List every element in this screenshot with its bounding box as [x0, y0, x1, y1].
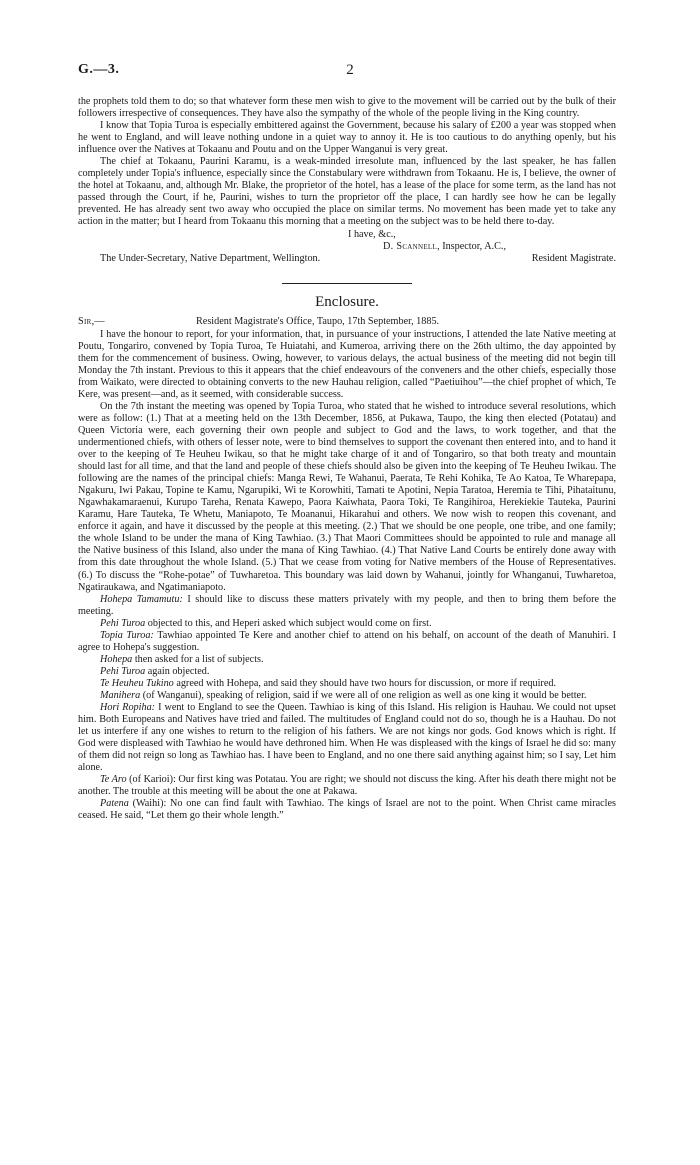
speaker-name: Pehi Turoa	[100, 665, 146, 677]
speech-text: I went to England to see the Queen. Tawhiao is king of this Island. His religion is Hauhau. We could not upset him. Both Europeans and Natives have tried and failed. The multitudes of England could not do so, though he is a Hauhau. Do not let us interfere if any one wishes to return to the religion of his fathers. We are not kings nor gods. God knows which is right. If God were displeased with Tawhiao he would have dethroned him. When He was displeased with the kings of Israel he did so: many of them did not reign so long as Tawhiao has. I have been to England, and no one there said anything against him; so I say, Let him alone.	[78, 702, 616, 774]
speaker-name: Te Aro	[100, 774, 127, 786]
dialogue-entry	[78, 594, 616, 618]
meeting-dialogue	[78, 594, 616, 823]
dialogue-entry	[78, 618, 616, 630]
signature-block	[78, 229, 616, 277]
signatory-title: , Inspector, A.C.,	[437, 240, 507, 252]
speaker-punctuation: :	[150, 629, 154, 641]
enclosure-title: Enclosure.	[315, 293, 379, 310]
dialogue-entry	[78, 798, 616, 822]
speech-text: (Waihi): No one can find fault with Tawhiao. The kings of Israel are not to the point. When Christ came miracles ceased. He said, “Let them go their whole length.”	[78, 798, 616, 822]
speech-text: I should like to discuss these matters privately with my people, and then to bring them before the meeting.	[78, 593, 616, 617]
addressee: The Under-Secretary, Native Department, Wellington.	[100, 252, 321, 264]
paragraph-paurini: The chief at Tokaanu, Paurini Karamu, is a weak-minded irresolute man, influenced by the last speaker, he has fallen completely under Topia's influence, especially since the Constabulary were withdrawn from Tokaanu. He is, I believe, the owner of the hotel at Tokaanu, and, although Mr. Blake, the proprietor of the hotel, has a lease of the place for some term, as the land has not passed through the Court, if he, Paurini, wishes to turn the proprietor off the place, I can hardly see how he can be legally prevented. He has already sent two away who occupied the place on similar terms. No movement has been made yet to take any action in the matter; but I heard from Tokaanu this morning that a meeting on the subject was to be held there to-day.	[78, 156, 616, 228]
dialogue-entry	[78, 666, 616, 678]
page-header	[78, 62, 622, 82]
paragraph-resolutions: On the 7th instant the meeting was opened by Topia Turoa, who stated that he wished to introduce several resolutions, which were as follow: (1.) That at a meeting held on the 13th December, 1856, at Pukawa, Taupo, the king then elected (Potatau) and Queen Victoria were, each governing their own people and subject to God and the laws, to work together, and that the undermentioned chiefs, with others of lesser note, were to bind themselves to support the covenant then entered into, and to hand it over to the keeping of Te Heuheu Iwikau, so that he might take charge of it and of Tongariro, so that both treaty and mountain should last for all time, and that the land and people of these chiefs should also be given into the keeping of Te Heuheu Iwikau. The following are the names of the principal chiefs: Manga Rewi, Te Wahanui, Paerata, Te Rehi Kohika, Te Ao Katoa, Te Wharepapa, Ngakuru, Iwi Pakau, Topine te Kamu, Ngarupiki, Wi te Korowhiti, Tamati te Apotini, Nepia Taratoa, Heremia te Tihi, Pihataitunu, Ngawhakamaraenui, Kurupo Tareha, Renata Kawepo, Paora Kaiwhata, Paora Toki, Te Rangihiroa, Herekiekie Tauteka, Paurini Karamu, Hare Tauteka, Te Whetu, Maniapoto, Te Moananui, Hikarahui and others. We now wish to reopen this covenant, and enforce it again, and have it discussed by the people at this meeting. (2.) That we should be one people, one tribe, and one family; the whole Island to be under the mana of King Tawhiao. (3.) That Maori Committees should be appointed to rule and manage all the Native business of this Island, also under the mana of King Tawhiao. (4.) That Native Land Courts be entirely done away with from this date throughout the whole Island. (5.) That we cease from voting for Native members of the House of Representatives. (6.) To discuss the “Rohe-potae” of Tuwharetoa. This boundary was laid down by Wahanui, jointly for Whanganui, Tuwharetoa, Ngatiraukawa, and Ngatimaniapoto.	[78, 400, 616, 593]
speech-text: then asked for a list of subjects.	[132, 653, 264, 665]
signatory	[383, 241, 506, 253]
paragraph-report-intro: I have the honour to report, for your information, that, in pursuance of your instructions, I attended the late Native meeting at Poutu, Tongariro, convened by Topia Turoa, Te Huiatahi, and Kumeroa, arriving there on the 26th ultimo, the day appointed by them for the commencement of business. Owing, however, to various delays, the actual business of the meeting did not begin till Monday the 7th instant. Previous to this it appears that the chief endeavours of the conveners and the other chiefs, especially those from Waikato, were directed to obtaining converts to the new Hauhau religion, called “Paetiuihou”—the chief prophet of which, Te Kere, was present—and, as it seemed, with considerable success.	[78, 328, 616, 400]
speech-text: again objected.	[145, 665, 210, 677]
paragraph-continuation: the prophets told them to do; so that whatever form these men wish to give to the movement will be carried out by the bulk of their followers irrespective of consequences. They have also the sympathy of the whole of the people living in the King country.	[78, 96, 616, 120]
dialogue-entry	[78, 690, 616, 702]
speech-text: Tawhiao appointed Te Kere and another chief to attend on his behalf, on account of the death of Manuhiri. I agree to Hohepa's suggestion.	[78, 629, 616, 653]
speaker-name: Pehi Turoa	[100, 617, 146, 629]
dialogue-entry	[78, 702, 616, 774]
dialogue-entry	[78, 630, 616, 654]
speech-text: agreed with Hohepa, and said they should have two hours for discussion, or more if required.	[173, 677, 556, 689]
speaker-name: Hohepa	[100, 653, 133, 665]
speech-text: (of Wanganui), speaking of religion, said if we were all of one religion as well as one king it would be better.	[140, 689, 587, 701]
dialogue-entry	[78, 774, 616, 798]
section-divider	[282, 283, 412, 284]
dialogue-entry	[78, 654, 616, 666]
speech-text: objected to this, and Heperi asked which subject would come on first.	[145, 617, 432, 629]
signatory-role: Resident Magistrate.	[531, 252, 616, 264]
speaker-punctuation: :	[151, 702, 156, 714]
speaker-punctuation: :	[179, 593, 183, 605]
office-dateline: Resident Magistrate's Office, Taupo, 17th September, 1885.	[196, 315, 440, 327]
speaker-name: Hori Ropiha	[100, 702, 152, 714]
document-reference: G.—3.	[78, 62, 120, 77]
speaker-name: Topia Turoa	[100, 629, 151, 641]
salutation-line	[78, 316, 616, 329]
speaker-name: Manihera	[100, 689, 141, 701]
closing: I have, &c.,	[348, 228, 396, 240]
signatory-name: D. Scannell	[383, 240, 438, 252]
speaker-name: Hohepa Tamamutu	[100, 593, 180, 605]
body-text	[78, 96, 616, 822]
speaker-name: Te Heuheu Tukino	[100, 677, 174, 689]
paragraph-topia: I know that Topia Turoa is especially embittered against the Government, because his salary of £200 a year was stopped when he went to England, and will leave nothing undone in a quiet way to annoy it. He is too cautious to do anything openly, but his influence over the Natives at Tokaanu and Poutu and on the Upper Wanganui is very great.	[78, 120, 616, 156]
speaker-name: Patena	[100, 798, 129, 810]
page-number: 2	[346, 62, 354, 78]
salutation: Sir,—	[78, 315, 105, 327]
speech-text: (of Karioi): Our first king was Potatau. You are right; we should not discuss the king. After his death there might not be another. The trouble at this meeting will be about the one at Pakawa.	[78, 774, 616, 798]
dialogue-entry	[78, 678, 616, 690]
